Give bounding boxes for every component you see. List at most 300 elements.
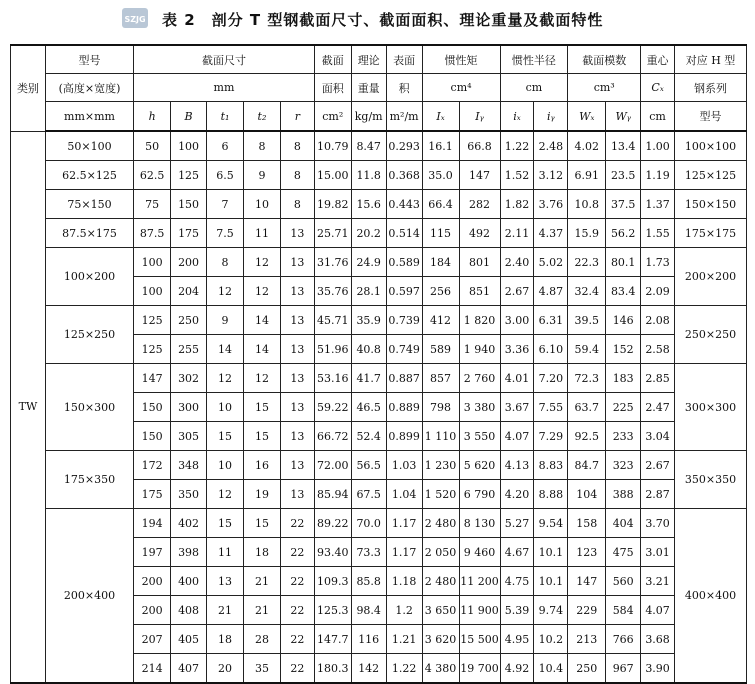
value-cell: 35 xyxy=(243,654,280,684)
value-cell: 10.1 xyxy=(534,567,568,596)
value-cell: 83.4 xyxy=(606,277,641,306)
model-cell: 175×350 xyxy=(45,451,133,509)
value-cell: 2.11 xyxy=(500,219,534,248)
value-cell: 183 xyxy=(606,364,641,393)
value-cell: 22 xyxy=(280,654,314,684)
header-weight-l2: 重量 xyxy=(351,74,386,102)
value-cell: 100 xyxy=(171,131,207,161)
value-cell: 147 xyxy=(459,161,500,190)
value-cell: 67.5 xyxy=(351,480,386,509)
value-cell: 282 xyxy=(459,190,500,219)
value-cell: 28 xyxy=(243,625,280,654)
value-cell: 14 xyxy=(243,306,280,335)
value-cell: 1.17 xyxy=(386,509,422,538)
value-cell: 2.40 xyxy=(500,248,534,277)
value-cell: 348 xyxy=(171,451,207,480)
value-cell: 766 xyxy=(606,625,641,654)
value-cell: 1.17 xyxy=(386,538,422,567)
value-cell: 0.887 xyxy=(386,364,422,393)
value-cell: 1.73 xyxy=(641,248,675,277)
value-cell: 3.04 xyxy=(641,422,675,451)
value-cell: 4.07 xyxy=(500,422,534,451)
value-cell: 20.2 xyxy=(351,219,386,248)
value-cell: 22 xyxy=(280,625,314,654)
value-cell: 4 380 xyxy=(422,654,459,684)
value-cell: 3.36 xyxy=(500,335,534,364)
value-cell: 41.7 xyxy=(351,364,386,393)
value-cell: 13 xyxy=(280,480,314,509)
header-surface-l2: 积 xyxy=(386,74,422,102)
header-hseries-l3: 型号 xyxy=(675,102,747,132)
value-cell: 15 xyxy=(243,509,280,538)
value-cell: 589 xyxy=(422,335,459,364)
value-cell: 72.3 xyxy=(568,364,606,393)
value-cell: 0.514 xyxy=(386,219,422,248)
value-cell: 0.899 xyxy=(386,422,422,451)
value-cell: 52.4 xyxy=(351,422,386,451)
value-cell: 2.85 xyxy=(641,364,675,393)
value-cell: 150 xyxy=(134,422,171,451)
value-cell: 323 xyxy=(606,451,641,480)
value-cell: 8 xyxy=(243,131,280,161)
hseries-cell: 400×400 xyxy=(675,509,747,684)
value-cell: 18 xyxy=(243,538,280,567)
value-cell: 14 xyxy=(207,335,244,364)
value-cell: 9.54 xyxy=(534,509,568,538)
model-cell: 125×250 xyxy=(45,306,133,364)
header-model-l2: (高度×宽度) xyxy=(45,74,133,102)
value-cell: 2 760 xyxy=(459,364,500,393)
value-cell: 1.18 xyxy=(386,567,422,596)
value-cell: 125 xyxy=(171,161,207,190)
header-weight-unit: kg/m xyxy=(351,102,386,132)
value-cell: 2.48 xyxy=(534,131,568,161)
header-sym-h: h xyxy=(134,102,171,132)
value-cell: 15 xyxy=(207,509,244,538)
value-cell: 6.91 xyxy=(568,161,606,190)
value-cell: 2.09 xyxy=(641,277,675,306)
value-cell: 8 xyxy=(280,190,314,219)
value-cell: 225 xyxy=(606,393,641,422)
value-cell: 85.94 xyxy=(314,480,351,509)
value-cell: 1 820 xyxy=(459,306,500,335)
value-cell: 12 xyxy=(243,248,280,277)
value-cell: 125 xyxy=(134,335,171,364)
value-cell: 11.8 xyxy=(351,161,386,190)
value-cell: 3 650 xyxy=(422,596,459,625)
value-cell: 92.5 xyxy=(568,422,606,451)
value-cell: 10 xyxy=(207,393,244,422)
header-sym-Wx: Wₓ xyxy=(568,102,606,132)
header-centroid-l1: 重心 xyxy=(641,45,675,74)
value-cell: 8 xyxy=(207,248,244,277)
value-cell: 388 xyxy=(606,480,641,509)
value-cell: 21 xyxy=(243,567,280,596)
value-cell: 1 110 xyxy=(422,422,459,451)
header-model-l1: 型号 xyxy=(45,45,133,74)
header-sym-t2: t₂ xyxy=(243,102,280,132)
value-cell: 13.4 xyxy=(606,131,641,161)
value-cell: 4.20 xyxy=(500,480,534,509)
hseries-cell: 350×350 xyxy=(675,451,747,509)
value-cell: 256 xyxy=(422,277,459,306)
value-cell: 35.76 xyxy=(314,277,351,306)
header-sym-Iy: Iᵧ xyxy=(459,102,500,132)
value-cell: 9 xyxy=(243,161,280,190)
model-cell: 75×150 xyxy=(45,190,133,219)
value-cell: 200 xyxy=(134,567,171,596)
value-cell: 1.00 xyxy=(641,131,675,161)
value-cell: 32.4 xyxy=(568,277,606,306)
hseries-cell: 150×150 xyxy=(675,190,747,219)
value-cell: 66.4 xyxy=(422,190,459,219)
table-row xyxy=(11,161,747,190)
value-cell: 40.8 xyxy=(351,335,386,364)
value-cell: 59.4 xyxy=(568,335,606,364)
value-cell: 2 480 xyxy=(422,567,459,596)
value-cell: 142 xyxy=(351,654,386,684)
value-cell: 56.5 xyxy=(351,451,386,480)
value-cell: 12 xyxy=(207,480,244,509)
value-cell: 125.3 xyxy=(314,596,351,625)
value-cell: 8 xyxy=(280,161,314,190)
model-cell: 100×200 xyxy=(45,248,133,306)
value-cell: 7.29 xyxy=(534,422,568,451)
value-cell: 3.21 xyxy=(641,567,675,596)
value-cell: 9.74 xyxy=(534,596,568,625)
value-cell: 8.88 xyxy=(534,480,568,509)
value-cell: 15.6 xyxy=(351,190,386,219)
value-cell: 13 xyxy=(280,219,314,248)
value-cell: 207 xyxy=(134,625,171,654)
header-sym-Ix: Iₓ xyxy=(422,102,459,132)
value-cell: 175 xyxy=(171,219,207,248)
value-cell: 1.22 xyxy=(500,131,534,161)
hseries-cell: 250×250 xyxy=(675,306,747,364)
value-cell: 51.96 xyxy=(314,335,351,364)
table-row xyxy=(11,219,747,248)
table-body xyxy=(11,131,747,683)
value-cell: 1.03 xyxy=(386,451,422,480)
value-cell: 12 xyxy=(243,364,280,393)
value-cell: 98.4 xyxy=(351,596,386,625)
value-cell: 0.739 xyxy=(386,306,422,335)
value-cell: 1 940 xyxy=(459,335,500,364)
value-cell: 492 xyxy=(459,219,500,248)
value-cell: 19.82 xyxy=(314,190,351,219)
header-centroid-unit: cm xyxy=(641,102,675,132)
value-cell: 150 xyxy=(134,393,171,422)
value-cell: 23.5 xyxy=(606,161,641,190)
value-cell: 13 xyxy=(280,422,314,451)
value-cell: 250 xyxy=(171,306,207,335)
value-cell: 19 700 xyxy=(459,654,500,684)
value-cell: 35.9 xyxy=(351,306,386,335)
value-cell: 4.07 xyxy=(641,596,675,625)
header-weight-l1: 理论 xyxy=(351,45,386,74)
header-sym-t1: t₁ xyxy=(207,102,244,132)
table-row xyxy=(11,248,747,277)
value-cell: 2 480 xyxy=(422,509,459,538)
value-cell: 0.589 xyxy=(386,248,422,277)
value-cell: 15.00 xyxy=(314,161,351,190)
model-cell: 200×400 xyxy=(45,509,133,684)
value-cell: 53.16 xyxy=(314,364,351,393)
header-hseries-l1: 对应 H 型 xyxy=(675,45,747,74)
value-cell: 109.3 xyxy=(314,567,351,596)
header-dims-unit: mm xyxy=(134,74,315,102)
value-cell: 8.83 xyxy=(534,451,568,480)
table-row xyxy=(11,131,747,161)
value-cell: 8 130 xyxy=(459,509,500,538)
value-cell: 0.889 xyxy=(386,393,422,422)
value-cell: 10.4 xyxy=(534,654,568,684)
value-cell: 158 xyxy=(568,509,606,538)
value-cell: 250 xyxy=(568,654,606,684)
value-cell: 3 550 xyxy=(459,422,500,451)
value-cell: 7.5 xyxy=(207,219,244,248)
value-cell: 116 xyxy=(351,625,386,654)
value-cell: 4.75 xyxy=(500,567,534,596)
value-cell: 115 xyxy=(422,219,459,248)
value-cell: 200 xyxy=(134,596,171,625)
value-cell: 1.22 xyxy=(386,654,422,684)
value-cell: 19 xyxy=(243,480,280,509)
value-cell: 412 xyxy=(422,306,459,335)
value-cell: 10.1 xyxy=(534,538,568,567)
value-cell: 84.7 xyxy=(568,451,606,480)
value-cell: 3.00 xyxy=(500,306,534,335)
value-cell: 1.52 xyxy=(500,161,534,190)
header-category: 类别 xyxy=(11,45,46,131)
header-hseries-l2: 钢系列 xyxy=(675,74,747,102)
value-cell: 4.13 xyxy=(500,451,534,480)
value-cell: 147.7 xyxy=(314,625,351,654)
value-cell: 3 620 xyxy=(422,625,459,654)
value-cell: 2.87 xyxy=(641,480,675,509)
value-cell: 104 xyxy=(568,480,606,509)
value-cell: 4.02 xyxy=(568,131,606,161)
value-cell: 12 xyxy=(207,277,244,306)
value-cell: 3.12 xyxy=(534,161,568,190)
header-radius-unit: cm xyxy=(500,74,568,102)
value-cell: 100 xyxy=(134,248,171,277)
value-cell: 475 xyxy=(606,538,641,567)
value-cell: 1.37 xyxy=(641,190,675,219)
value-cell: 66.8 xyxy=(459,131,500,161)
value-cell: 400 xyxy=(171,567,207,596)
value-cell: 21 xyxy=(243,596,280,625)
header-sym-r: r xyxy=(280,102,314,132)
value-cell: 11 900 xyxy=(459,596,500,625)
value-cell: 125 xyxy=(134,306,171,335)
value-cell: 4.95 xyxy=(500,625,534,654)
publisher-logo-icon xyxy=(122,8,148,28)
value-cell: 123 xyxy=(568,538,606,567)
value-cell: 3.68 xyxy=(641,625,675,654)
value-cell: 200 xyxy=(171,248,207,277)
value-cell: 15 xyxy=(243,393,280,422)
value-cell: 12 xyxy=(243,277,280,306)
value-cell: 5.02 xyxy=(534,248,568,277)
value-cell: 2 050 xyxy=(422,538,459,567)
value-cell: 857 xyxy=(422,364,459,393)
value-cell: 0.368 xyxy=(386,161,422,190)
table-row xyxy=(11,509,747,538)
value-cell: 350 xyxy=(171,480,207,509)
value-cell: 404 xyxy=(606,509,641,538)
value-cell: 6 790 xyxy=(459,480,500,509)
value-cell: 402 xyxy=(171,509,207,538)
title-row xyxy=(0,0,755,40)
value-cell: 560 xyxy=(606,567,641,596)
table-title: 表 2 剖分 T 型钢截面尺寸、截面面积、理论重量及截面特性 xyxy=(162,11,604,29)
value-cell: 184 xyxy=(422,248,459,277)
value-cell: 16 xyxy=(243,451,280,480)
value-cell: 5.39 xyxy=(500,596,534,625)
value-cell: 255 xyxy=(171,335,207,364)
value-cell: 152 xyxy=(606,335,641,364)
value-cell: 59.22 xyxy=(314,393,351,422)
value-cell: 11 xyxy=(207,538,244,567)
value-cell: 214 xyxy=(134,654,171,684)
value-cell: 21 xyxy=(207,596,244,625)
value-cell: 7.20 xyxy=(534,364,568,393)
header-surface-l1: 表面 xyxy=(386,45,422,74)
value-cell: 9 xyxy=(207,306,244,335)
value-cell: 11 200 xyxy=(459,567,500,596)
value-cell: 39.5 xyxy=(568,306,606,335)
value-cell: 1.21 xyxy=(386,625,422,654)
header-sym-iy: iᵧ xyxy=(534,102,568,132)
value-cell: 89.22 xyxy=(314,509,351,538)
value-cell: 2.47 xyxy=(641,393,675,422)
table-row xyxy=(11,364,747,393)
value-cell: 150 xyxy=(171,190,207,219)
value-cell: 22 xyxy=(280,567,314,596)
value-cell: 300 xyxy=(171,393,207,422)
value-cell: 25.71 xyxy=(314,219,351,248)
value-cell: 11 xyxy=(243,219,280,248)
value-cell: 4.87 xyxy=(534,277,568,306)
value-cell: 13 xyxy=(207,567,244,596)
value-cell: 72.00 xyxy=(314,451,351,480)
hseries-cell: 175×175 xyxy=(675,219,747,248)
value-cell: 56.2 xyxy=(606,219,641,248)
value-cell: 3.67 xyxy=(500,393,534,422)
header-modulus: 截面模数 xyxy=(568,45,641,74)
value-cell: 15 xyxy=(243,422,280,451)
value-cell: 35.0 xyxy=(422,161,459,190)
table-row xyxy=(11,190,747,219)
value-cell: 584 xyxy=(606,596,641,625)
header-inertia: 惯性矩 xyxy=(422,45,500,74)
table-row xyxy=(11,306,747,335)
header-centroid-l2: Cₓ xyxy=(641,74,675,102)
value-cell: 407 xyxy=(171,654,207,684)
value-cell: 213 xyxy=(568,625,606,654)
value-cell: 302 xyxy=(171,364,207,393)
value-cell: 6 xyxy=(207,131,244,161)
value-cell: 20 xyxy=(207,654,244,684)
value-cell: 13 xyxy=(280,364,314,393)
value-cell: 233 xyxy=(606,422,641,451)
value-cell: 180.3 xyxy=(314,654,351,684)
hseries-cell: 125×125 xyxy=(675,161,747,190)
model-cell: 62.5×125 xyxy=(45,161,133,190)
value-cell: 50 xyxy=(134,131,171,161)
value-cell: 146 xyxy=(606,306,641,335)
value-cell: 22 xyxy=(280,509,314,538)
header-radius: 惯性半径 xyxy=(500,45,568,74)
value-cell: 172 xyxy=(134,451,171,480)
value-cell: 28.1 xyxy=(351,277,386,306)
value-cell: 7 xyxy=(207,190,244,219)
value-cell: 1.55 xyxy=(641,219,675,248)
value-cell: 1.82 xyxy=(500,190,534,219)
header-sym-ix: iₓ xyxy=(500,102,534,132)
table-row xyxy=(11,451,747,480)
value-cell: 175 xyxy=(134,480,171,509)
value-cell: 22 xyxy=(280,538,314,567)
section-table xyxy=(10,44,747,684)
value-cell: 4.37 xyxy=(534,219,568,248)
value-cell: 1 520 xyxy=(422,480,459,509)
hseries-cell: 300×300 xyxy=(675,364,747,451)
value-cell: 305 xyxy=(171,422,207,451)
value-cell: 1.19 xyxy=(641,161,675,190)
value-cell: 9 460 xyxy=(459,538,500,567)
header-area-unit: cm² xyxy=(314,102,351,132)
value-cell: 10.2 xyxy=(534,625,568,654)
header-sym-B: B xyxy=(171,102,207,132)
value-cell: 37.5 xyxy=(606,190,641,219)
value-cell: 2.67 xyxy=(641,451,675,480)
value-cell: 8 xyxy=(280,131,314,161)
value-cell: 197 xyxy=(134,538,171,567)
value-cell: 0.749 xyxy=(386,335,422,364)
value-cell: 14 xyxy=(243,335,280,364)
model-cell: 87.5×175 xyxy=(45,219,133,248)
value-cell: 229 xyxy=(568,596,606,625)
value-cell: 147 xyxy=(134,364,171,393)
value-cell: 70.0 xyxy=(351,509,386,538)
value-cell: 24.9 xyxy=(351,248,386,277)
value-cell: 10 xyxy=(207,451,244,480)
header-surface-unit: m²/m xyxy=(386,102,422,132)
value-cell: 10.8 xyxy=(568,190,606,219)
value-cell: 22 xyxy=(280,596,314,625)
value-cell: 147 xyxy=(568,567,606,596)
value-cell: 6.31 xyxy=(534,306,568,335)
value-cell: 3 380 xyxy=(459,393,500,422)
value-cell: 13 xyxy=(280,393,314,422)
value-cell: 6.5 xyxy=(207,161,244,190)
value-cell: 31.76 xyxy=(314,248,351,277)
value-cell: 22.3 xyxy=(568,248,606,277)
value-cell: 5 620 xyxy=(459,451,500,480)
value-cell: 6.10 xyxy=(534,335,568,364)
value-cell: 408 xyxy=(171,596,207,625)
header-inertia-unit: cm⁴ xyxy=(422,74,500,102)
value-cell: 0.597 xyxy=(386,277,422,306)
value-cell: 3.76 xyxy=(534,190,568,219)
value-cell: 851 xyxy=(459,277,500,306)
value-cell: 1.2 xyxy=(386,596,422,625)
value-cell: 13 xyxy=(280,306,314,335)
value-cell: 3.70 xyxy=(641,509,675,538)
value-cell: 10 xyxy=(243,190,280,219)
